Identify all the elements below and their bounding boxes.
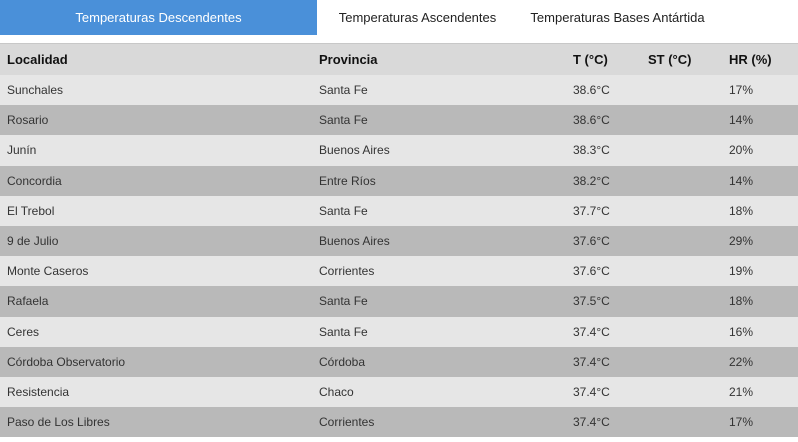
- cell-temperatura: 38.2°C: [573, 173, 610, 188]
- table-row: [0, 286, 798, 316]
- cell-localidad: El Trebol: [7, 203, 55, 218]
- cell-temperatura: 38.3°C: [573, 143, 610, 158]
- cell-localidad: Junín: [7, 143, 37, 158]
- cell-provincia: Córdoba: [319, 354, 366, 369]
- cell-provincia: Corrientes: [319, 415, 375, 430]
- table-row: [0, 256, 798, 286]
- cell-provincia: Entre Ríos: [319, 173, 376, 188]
- cell-temperatura: 37.7°C: [573, 203, 610, 218]
- cell-humedad: 17%: [729, 83, 754, 98]
- cell-temperatura: 37.4°C: [573, 384, 610, 399]
- cell-temperatura: 37.4°C: [573, 354, 610, 369]
- tab-bar: [0, 0, 798, 35]
- cell-humedad: 20%: [729, 143, 754, 158]
- header-sensacion-termica[interactable]: ST (°C): [648, 52, 692, 67]
- temperature-table: [0, 43, 798, 437]
- table-row: [0, 75, 798, 105]
- table-row: [0, 407, 798, 437]
- cell-localidad: 9 de Julio: [7, 234, 59, 249]
- table-row: [0, 196, 798, 226]
- cell-humedad: 22%: [729, 354, 754, 369]
- table-row: [0, 226, 798, 256]
- cell-localidad: Sunchales: [7, 83, 64, 98]
- cell-localidad: Monte Caseros: [7, 264, 89, 279]
- cell-temperatura: 37.4°C: [573, 324, 610, 339]
- cell-humedad: 17%: [729, 415, 754, 430]
- table-row: [0, 377, 798, 407]
- cell-temperatura: 37.6°C: [573, 234, 610, 249]
- cell-provincia: Corrientes: [319, 264, 375, 279]
- cell-humedad: 14%: [729, 173, 754, 188]
- cell-provincia: Santa Fe: [319, 294, 368, 309]
- cell-humedad: 21%: [729, 384, 754, 399]
- table-row: [0, 135, 798, 165]
- table-row: [0, 317, 798, 347]
- cell-localidad: Córdoba Observatorio: [7, 354, 126, 369]
- cell-humedad: 19%: [729, 264, 754, 279]
- cell-provincia: Santa Fe: [319, 203, 368, 218]
- cell-humedad: 29%: [729, 234, 754, 249]
- cell-localidad: Concordia: [7, 173, 62, 188]
- cell-localidad: Ceres: [7, 324, 40, 339]
- cell-humedad: 16%: [729, 324, 754, 339]
- cell-humedad: 14%: [729, 113, 754, 128]
- header-provincia[interactable]: Provincia: [319, 52, 378, 67]
- cell-temperatura: 38.6°C: [573, 83, 610, 98]
- header-localidad[interactable]: Localidad: [7, 52, 68, 67]
- cell-provincia: Santa Fe: [319, 83, 368, 98]
- tab-temperaturas-descendentes[interactable]: Temperaturas Descendentes: [0, 0, 317, 35]
- cell-localidad: Rafaela: [7, 294, 49, 309]
- cell-localidad: Resistencia: [7, 384, 70, 399]
- cell-localidad: Paso de Los Libres: [7, 415, 110, 430]
- header-temperatura[interactable]: T (°C): [573, 52, 608, 67]
- table-row: [0, 105, 798, 135]
- cell-temperatura: 37.5°C: [573, 294, 610, 309]
- cell-provincia: Buenos Aires: [319, 143, 390, 158]
- tab-temperaturas-bases-antartida[interactable]: Temperaturas Bases Antártida: [530, 10, 705, 25]
- cell-provincia: Santa Fe: [319, 324, 368, 339]
- cell-provincia: Buenos Aires: [319, 234, 390, 249]
- tab-temperaturas-ascendentes[interactable]: Temperaturas Ascendentes: [338, 10, 497, 25]
- cell-localidad: Rosario: [7, 113, 49, 128]
- cell-temperatura: 37.6°C: [573, 264, 610, 279]
- table-header: [0, 43, 798, 75]
- table-row: [0, 347, 798, 377]
- cell-provincia: Chaco: [319, 384, 354, 399]
- cell-provincia: Santa Fe: [319, 113, 368, 128]
- cell-temperatura: 37.4°C: [573, 415, 610, 430]
- header-humedad[interactable]: HR (%): [729, 52, 772, 67]
- cell-temperatura: 38.6°C: [573, 113, 610, 128]
- table-row: [0, 166, 798, 196]
- cell-humedad: 18%: [729, 203, 754, 218]
- table-body: [0, 75, 798, 437]
- cell-humedad: 18%: [729, 294, 754, 309]
